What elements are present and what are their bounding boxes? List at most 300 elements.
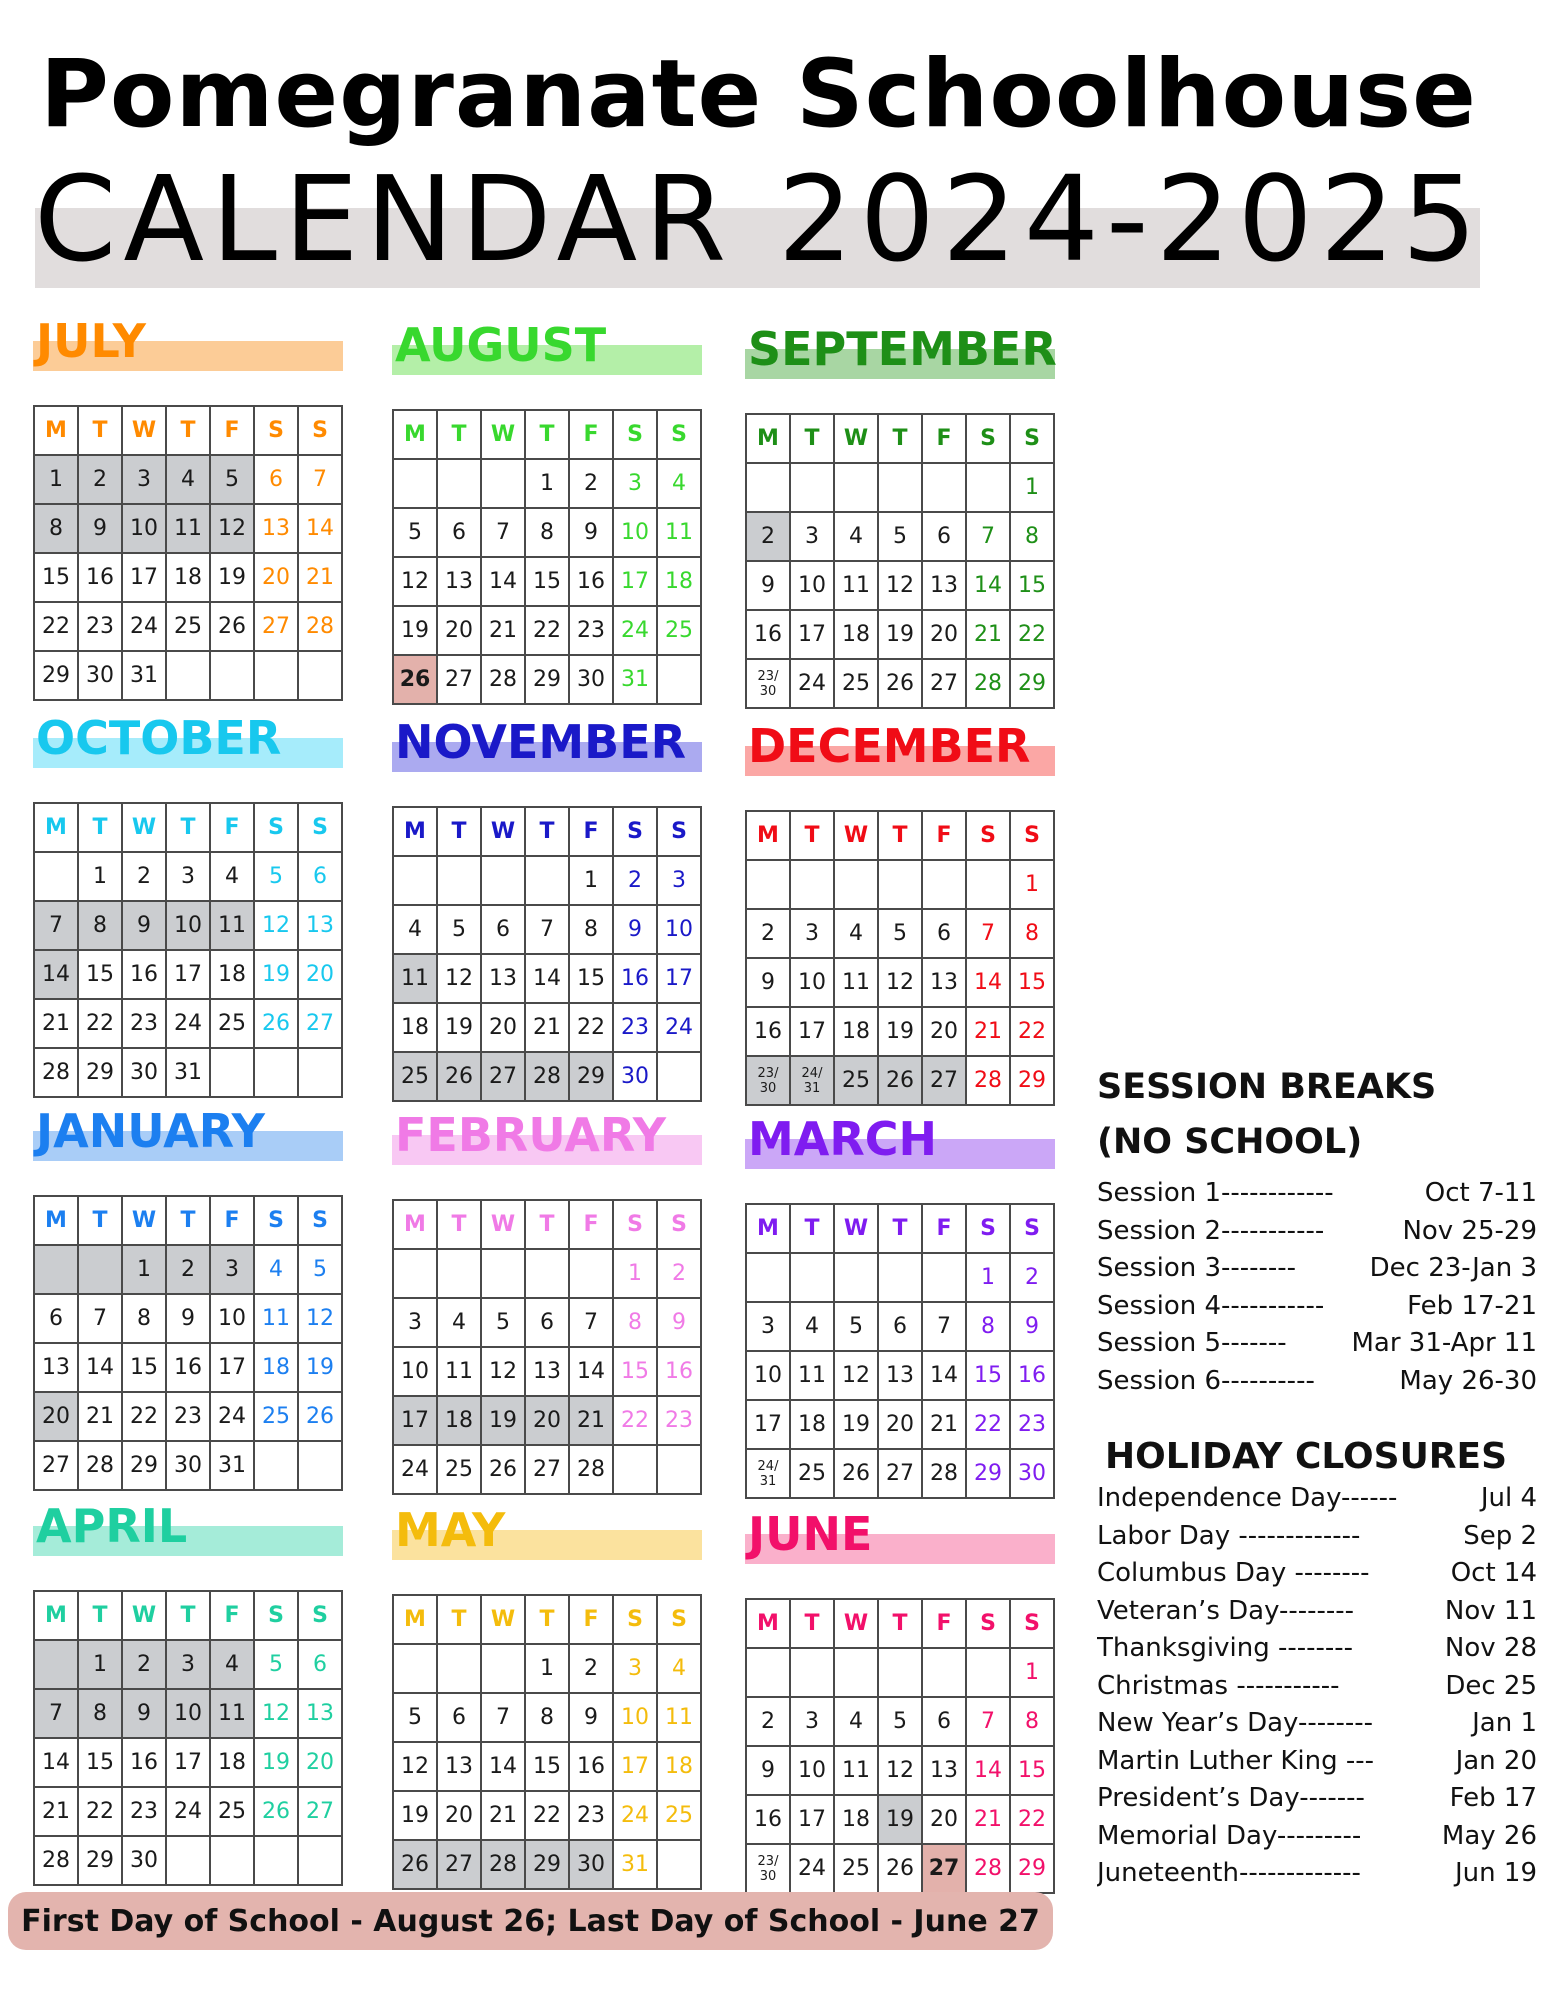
week-row (746, 1351, 1054, 1400)
day-cell: 23 (122, 999, 166, 1048)
day-cell: 16 (613, 954, 657, 1003)
month-name: DECEMBER (748, 719, 1031, 773)
month-name: JANUARY (36, 1104, 265, 1158)
weekday-label: F (922, 811, 966, 860)
day-cell: 11 (657, 1693, 701, 1742)
day-cell: 1 (122, 1245, 166, 1294)
month-march (745, 1113, 1105, 1503)
day-cell: 7 (34, 901, 78, 950)
day-cell: 14 (966, 958, 1010, 1007)
day-cell: 30 (1010, 1449, 1054, 1498)
day-cell: 15 (34, 553, 78, 602)
day-cell: 17 (790, 1795, 834, 1844)
day-cell: 15 (122, 1343, 166, 1392)
month-calendar-table (392, 409, 702, 705)
empty-day-cell (746, 1648, 790, 1697)
week-row (746, 610, 1054, 659)
weekday-label: S (657, 1200, 701, 1249)
day-cell: 31 (613, 1840, 657, 1889)
item-label: Session 3-------- (1097, 1253, 1297, 1283)
month-header (392, 716, 722, 806)
weekday-label: W (122, 803, 166, 852)
day-cell: 7 (78, 1294, 122, 1343)
day-cell: 21 (298, 553, 342, 602)
holiday-closures-heading: HOLIDAY CLOSURES (1105, 1436, 1508, 1477)
day-cell: 20 (525, 1396, 569, 1445)
empty-day-cell (657, 655, 701, 704)
week-row (34, 651, 342, 700)
week-row (393, 1347, 701, 1396)
day-cell: 17 (210, 1343, 254, 1392)
weekday-label: T (790, 811, 834, 860)
day-cell: 9 (122, 901, 166, 950)
weekday-label: S (613, 1595, 657, 1644)
empty-day-cell (966, 463, 1010, 512)
day-cell: 23/ 30 (746, 659, 790, 708)
weekday-label: M (34, 406, 78, 455)
weekday-label: S (298, 803, 342, 852)
item-label: Session 4----------- (1097, 1290, 1325, 1321)
day-cell: 19 (481, 1396, 525, 1445)
weekday-label: M (746, 1204, 790, 1253)
day-cell: 26 (254, 1787, 298, 1836)
day-cell: 4 (834, 512, 878, 561)
item-dates: May 26 (1441, 1820, 1537, 1851)
day-cell: 24 (122, 602, 166, 651)
day-cell: 27 (437, 655, 481, 704)
day-cell: 17 (166, 1738, 210, 1787)
day-cell: 10 (393, 1347, 437, 1396)
item-dates: Feb 17-21 (1407, 1290, 1537, 1321)
day-cell: 18 (657, 557, 701, 606)
empty-day-cell (393, 1249, 437, 1298)
page-subtitle: CALENDAR 2024-2025 (34, 150, 1484, 288)
day-cell: 29 (34, 651, 78, 700)
day-cell: 24/ 31 (746, 1449, 790, 1498)
day-cell: 13 (437, 557, 481, 606)
day-cell: 7 (966, 512, 1010, 561)
day-cell: 9 (569, 508, 613, 557)
week-row (746, 1697, 1054, 1746)
month-header (745, 323, 1075, 413)
weekday-label: T (437, 807, 481, 856)
day-cell: 23 (657, 1396, 701, 1445)
list-item (1097, 1518, 1537, 1556)
day-cell: 11 (834, 1746, 878, 1795)
day-cell: 16 (569, 557, 613, 606)
day-cell: 13 (298, 1689, 342, 1738)
weekday-label: T (525, 1595, 569, 1644)
month-october (33, 712, 393, 1102)
day-cell: 6 (298, 852, 342, 901)
weekday-label: M (393, 1595, 437, 1644)
day-cell: 8 (569, 905, 613, 954)
weekday-label: S (298, 406, 342, 455)
day-cell: 24 (790, 659, 834, 708)
day-cell: 26 (254, 999, 298, 1048)
day-cell: 18 (210, 1738, 254, 1787)
weekday-label: T (790, 1599, 834, 1648)
day-cell: 28 (966, 1844, 1010, 1893)
day-cell: 31 (613, 655, 657, 704)
empty-day-cell (78, 1245, 122, 1294)
month-name: APRIL (36, 1499, 188, 1553)
day-cell: 22 (569, 1003, 613, 1052)
day-cell: 29 (78, 1048, 122, 1097)
empty-day-cell (525, 1249, 569, 1298)
weekday-label: F (569, 1595, 613, 1644)
day-cell: 8 (966, 1302, 1010, 1351)
day-cell: 28 (78, 1441, 122, 1490)
month-june (745, 1508, 1105, 1898)
week-row (34, 1689, 342, 1738)
day-cell: 28 (481, 1840, 525, 1889)
item-dates: Oct 14 (1450, 1558, 1537, 1588)
day-cell: 9 (569, 1693, 613, 1742)
weekday-label: M (746, 1599, 790, 1648)
day-cell: 11 (393, 954, 437, 1003)
day-cell: 13 (878, 1351, 922, 1400)
day-cell: 12 (481, 1347, 525, 1396)
day-cell: 23/ 30 (746, 1056, 790, 1105)
day-cell: 5 (878, 909, 922, 958)
week-row (746, 1844, 1054, 1893)
weekday-label: M (34, 803, 78, 852)
day-cell: 16 (746, 1007, 790, 1056)
day-cell: 11 (790, 1351, 834, 1400)
day-cell: 26 (878, 659, 922, 708)
empty-day-cell (613, 1445, 657, 1494)
day-cell: 3 (393, 1298, 437, 1347)
day-cell: 14 (34, 950, 78, 999)
day-cell: 30 (613, 1052, 657, 1101)
weekday-label: S (254, 406, 298, 455)
day-cell: 22 (1010, 1007, 1054, 1056)
week-row (34, 1640, 342, 1689)
day-cell: 20 (298, 950, 342, 999)
empty-day-cell (254, 1048, 298, 1097)
day-cell: 24 (166, 1787, 210, 1836)
day-cell: 29 (1010, 659, 1054, 708)
weekday-label: M (393, 1200, 437, 1249)
empty-day-cell (746, 463, 790, 512)
day-cell: 16 (78, 553, 122, 602)
day-cell: 1 (1010, 463, 1054, 512)
month-november (392, 716, 752, 1106)
item-dates: Nov 11 (1444, 1595, 1537, 1626)
weekday-label: F (922, 414, 966, 463)
day-cell: 4 (657, 1644, 701, 1693)
weekday-label: F (210, 406, 254, 455)
week-row (393, 1003, 701, 1052)
day-cell: 11 (834, 958, 878, 1007)
weekday-label: T (437, 1200, 481, 1249)
day-cell: 17 (166, 950, 210, 999)
week-row (746, 1746, 1054, 1795)
day-cell: 14 (34, 1738, 78, 1787)
day-cell: 20 (437, 606, 481, 655)
month-calendar-table (745, 1598, 1055, 1894)
list-item (1097, 1250, 1537, 1288)
month-name: AUGUST (395, 318, 607, 372)
day-cell: 10 (122, 504, 166, 553)
empty-day-cell (922, 1648, 966, 1697)
day-cell: 6 (922, 1697, 966, 1746)
day-cell: 27 (922, 1844, 966, 1893)
month-header (33, 315, 363, 405)
day-cell: 15 (966, 1351, 1010, 1400)
empty-day-cell (746, 1253, 790, 1302)
empty-day-cell (481, 1644, 525, 1693)
empty-day-cell (790, 1648, 834, 1697)
item-dates: Feb 17 (1449, 1783, 1537, 1813)
week-row (746, 1007, 1054, 1056)
month-header (33, 1105, 363, 1195)
month-february (392, 1109, 752, 1499)
weekday-label: S (1010, 1599, 1054, 1648)
weekday-label: T (790, 414, 834, 463)
weekday-label: W (481, 807, 525, 856)
day-cell: 15 (1010, 958, 1054, 1007)
day-cell: 4 (166, 455, 210, 504)
week-row (746, 1056, 1054, 1105)
week-row (746, 958, 1054, 1007)
session-breaks-list (1097, 1175, 1537, 1400)
item-dates: Jan 20 (1455, 1745, 1537, 1776)
week-row (34, 1048, 342, 1097)
day-cell: 26 (210, 602, 254, 651)
empty-day-cell (481, 1249, 525, 1298)
item-label: New Year’s Day-------- (1097, 1708, 1374, 1738)
day-cell: 17 (746, 1400, 790, 1449)
week-row (34, 1441, 342, 1490)
day-cell: 24/ 31 (790, 1056, 834, 1105)
day-cell: 2 (657, 1249, 701, 1298)
day-cell: 11 (437, 1347, 481, 1396)
day-cell: 13 (437, 1742, 481, 1791)
day-cell: 30 (78, 651, 122, 700)
list-item (1097, 1555, 1537, 1593)
day-cell: 10 (746, 1351, 790, 1400)
item-dates: May 26-30 (1399, 1365, 1537, 1396)
day-cell: 21 (34, 1787, 78, 1836)
day-cell: 21 (34, 999, 78, 1048)
day-cell: 20 (34, 1392, 78, 1441)
day-cell: 12 (393, 1742, 437, 1791)
day-cell: 23 (1010, 1400, 1054, 1449)
day-cell: 18 (210, 950, 254, 999)
day-cell: 26 (298, 1392, 342, 1441)
weekday-label: W (481, 1200, 525, 1249)
session-breaks-heading-text: SESSION BREAKS (NO SCHOOL) (1097, 1067, 1437, 1162)
weekday-label: T (790, 1204, 834, 1253)
list-item (1097, 1780, 1537, 1818)
day-cell: 10 (166, 901, 210, 950)
day-cell: 8 (34, 504, 78, 553)
day-cell: 12 (210, 504, 254, 553)
day-cell: 4 (254, 1245, 298, 1294)
day-cell: 27 (298, 1787, 342, 1836)
day-cell: 6 (437, 1693, 481, 1742)
day-cell: 28 (966, 1056, 1010, 1105)
page-title: Pomegranate Schoolhouse (40, 40, 1477, 149)
week-row (393, 508, 701, 557)
day-cell: 4 (834, 909, 878, 958)
week-row (393, 1052, 701, 1101)
weekday-label: T (525, 410, 569, 459)
weekday-label: T (878, 414, 922, 463)
day-cell: 14 (481, 557, 525, 606)
day-cell: 10 (790, 958, 834, 1007)
empty-day-cell (525, 856, 569, 905)
day-cell: 13 (525, 1347, 569, 1396)
day-cell: 20 (254, 553, 298, 602)
item-label: Memorial Day--------- (1097, 1820, 1362, 1851)
day-cell: 3 (166, 852, 210, 901)
day-cell: 19 (834, 1400, 878, 1449)
month-calendar-table (33, 802, 343, 1098)
day-cell: 17 (122, 553, 166, 602)
day-cell: 6 (437, 508, 481, 557)
weekday-label: S (613, 807, 657, 856)
day-cell: 2 (569, 1644, 613, 1693)
month-calendar-table (745, 413, 1055, 709)
day-cell: 20 (298, 1738, 342, 1787)
item-dates: Jun 19 (1455, 1858, 1537, 1888)
day-cell: 28 (922, 1449, 966, 1498)
empty-day-cell (437, 856, 481, 905)
day-cell: 29 (1010, 1056, 1054, 1105)
day-cell: 11 (210, 1689, 254, 1738)
day-cell: 24 (613, 1791, 657, 1840)
day-cell: 14 (525, 954, 569, 1003)
item-dates: Nov 25-29 (1402, 1215, 1537, 1246)
day-cell: 29 (966, 1449, 1010, 1498)
day-cell: 16 (657, 1347, 701, 1396)
weekday-label: S (613, 410, 657, 459)
month-name: JUNE (748, 1507, 873, 1561)
weekday-label: W (122, 406, 166, 455)
day-cell: 23 (166, 1392, 210, 1441)
day-cell: 2 (122, 1640, 166, 1689)
month-name: NOVEMBER (395, 715, 687, 769)
item-label: Thanksgiving -------- (1097, 1633, 1354, 1663)
day-cell: 6 (525, 1298, 569, 1347)
empty-day-cell (298, 1048, 342, 1097)
weekday-label: S (298, 1196, 342, 1245)
empty-day-cell (569, 1249, 613, 1298)
day-cell: 26 (437, 1052, 481, 1101)
week-row (393, 1791, 701, 1840)
day-cell: 3 (210, 1245, 254, 1294)
list-item (1097, 1325, 1537, 1363)
item-dates: Dec 23-Jan 3 (1369, 1253, 1537, 1283)
weekday-label: S (1010, 414, 1054, 463)
weekday-label: S (254, 1591, 298, 1640)
weekday-header-row (34, 803, 342, 852)
month-calendar-table (745, 810, 1055, 1106)
day-cell: 12 (878, 1746, 922, 1795)
weekday-label: W (834, 1599, 878, 1648)
day-cell: 22 (525, 606, 569, 655)
day-cell: 9 (78, 504, 122, 553)
item-label: Columbus Day -------- (1097, 1558, 1370, 1588)
day-cell: 16 (1010, 1351, 1054, 1400)
day-cell: 8 (78, 901, 122, 950)
day-cell: 11 (657, 508, 701, 557)
day-cell: 10 (657, 905, 701, 954)
day-cell: 7 (298, 455, 342, 504)
weekday-label: T (166, 803, 210, 852)
day-cell: 29 (525, 1840, 569, 1889)
day-cell: 20 (922, 610, 966, 659)
item-label: Veteran’s Day-------- (1097, 1595, 1355, 1626)
day-cell: 9 (746, 958, 790, 1007)
weekday-label: W (834, 811, 878, 860)
day-cell: 7 (966, 909, 1010, 958)
day-cell: 13 (298, 901, 342, 950)
week-row (746, 909, 1054, 958)
week-row (393, 1742, 701, 1791)
day-cell: 26 (393, 1840, 437, 1889)
empty-day-cell (34, 1640, 78, 1689)
day-cell: 29 (569, 1052, 613, 1101)
day-cell: 20 (481, 1003, 525, 1052)
day-cell: 12 (298, 1294, 342, 1343)
day-cell: 15 (525, 557, 569, 606)
empty-day-cell (746, 860, 790, 909)
day-cell: 2 (166, 1245, 210, 1294)
week-row (34, 1245, 342, 1294)
day-cell: 13 (481, 954, 525, 1003)
week-row (34, 852, 342, 901)
weekday-label: M (746, 811, 790, 860)
day-cell: 10 (166, 1689, 210, 1738)
day-cell: 8 (78, 1689, 122, 1738)
empty-day-cell (657, 1840, 701, 1889)
month-calendar-table (392, 1199, 702, 1495)
day-cell: 12 (393, 557, 437, 606)
day-cell: 12 (254, 901, 298, 950)
weekday-label: T (166, 1196, 210, 1245)
weekday-label: S (1010, 811, 1054, 860)
weekday-header-row (393, 1595, 701, 1644)
day-cell: 6 (481, 905, 525, 954)
day-cell: 27 (437, 1840, 481, 1889)
week-row (393, 606, 701, 655)
month-name: MAY (395, 1503, 506, 1557)
empty-day-cell (437, 1249, 481, 1298)
day-cell: 29 (78, 1836, 122, 1885)
empty-day-cell (790, 1253, 834, 1302)
day-cell: 19 (878, 1007, 922, 1056)
day-cell: 27 (922, 1056, 966, 1105)
week-row (34, 1738, 342, 1787)
day-cell: 13 (922, 1746, 966, 1795)
weekday-label: T (166, 1591, 210, 1640)
month-august (392, 319, 752, 709)
day-cell: 9 (166, 1294, 210, 1343)
day-cell: 24 (393, 1445, 437, 1494)
day-cell: 16 (122, 950, 166, 999)
day-cell: 30 (122, 1048, 166, 1097)
day-cell: 14 (569, 1347, 613, 1396)
day-cell: 17 (613, 557, 657, 606)
empty-day-cell (393, 856, 437, 905)
week-row (34, 1294, 342, 1343)
day-cell: 16 (122, 1738, 166, 1787)
month-calendar-table (392, 806, 702, 1102)
